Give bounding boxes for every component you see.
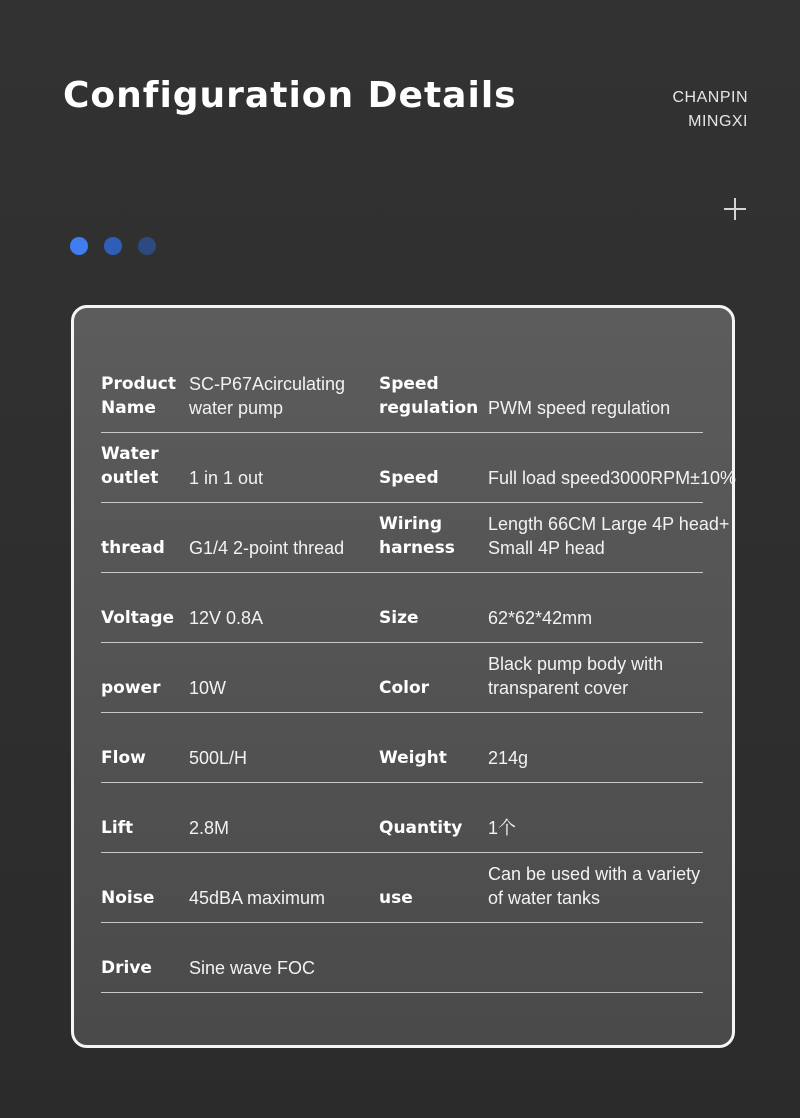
spec-label (379, 466, 485, 490)
spec-value-line: PWM speed regulation (488, 398, 671, 418)
spec-label-line: Speed (379, 374, 439, 394)
spec-value (189, 466, 369, 490)
spec-row (101, 362, 703, 433)
spec-label-line: use (379, 888, 413, 908)
spec-value (189, 746, 369, 770)
spec-value-line: Sine wave FOC (189, 958, 316, 978)
spec-row (101, 502, 730, 573)
pager-dots (70, 237, 156, 255)
spec-label (379, 816, 485, 840)
spec-label (101, 536, 187, 560)
section-subtitle (672, 86, 748, 134)
spec-label-line: Noise (101, 888, 155, 908)
spec-label-line: Color (379, 678, 430, 698)
spec-value-line: 214g (488, 748, 529, 768)
spec-value (189, 816, 369, 840)
spec-value (488, 606, 728, 630)
spec-label (379, 886, 485, 910)
spec-value-line: water pump (189, 398, 284, 418)
spec-value (488, 652, 728, 700)
spec-row (101, 712, 703, 783)
spec-label (379, 512, 485, 560)
spec-label (101, 886, 187, 910)
spec-row (101, 922, 703, 993)
spec-value (488, 862, 728, 910)
spec-value-line: Can be used with a variety (488, 864, 701, 884)
spec-label-line: Wiring (379, 514, 443, 534)
spec-label-line: Drive (101, 958, 152, 978)
spec-value-line: of water tanks (488, 888, 601, 908)
pager-dot[interactable] (138, 237, 156, 255)
spec-value-line: SC-P67Acirculating (189, 374, 346, 394)
pager-dot[interactable] (104, 237, 122, 255)
spec-row (101, 782, 703, 853)
spec-label-line: Product (101, 374, 176, 394)
spec-value-line: 62*62*42mm (488, 608, 593, 628)
spec-value (189, 536, 369, 560)
subtitle-line: MINGXI (688, 113, 748, 130)
spec-value-line: Black pump body with (488, 654, 664, 674)
spec-label-line: Water (101, 444, 159, 464)
spec-value-line: 1个 (488, 818, 517, 838)
spec-value (488, 512, 728, 560)
spec-label-line: Size (379, 608, 419, 628)
spec-label-line: harness (379, 538, 455, 558)
spec-value-line: 500L/H (189, 748, 248, 768)
spec-value-line: 45dBA maximum (189, 888, 326, 908)
spec-value (189, 372, 369, 420)
spec-label-line: Speed (379, 468, 439, 488)
spec-label (101, 816, 187, 840)
subtitle-line: CHANPIN (672, 89, 748, 106)
spec-value-line: 10W (189, 678, 227, 698)
spec-label-line: Flow (101, 748, 146, 768)
spec-value (189, 956, 369, 980)
spec-row (101, 432, 737, 503)
pager-dot[interactable] (70, 237, 88, 255)
spec-row (101, 572, 703, 643)
spec-value (189, 606, 369, 630)
spec-value-line: Small 4P head (488, 538, 605, 558)
spec-label (379, 372, 485, 420)
spec-label (101, 372, 187, 420)
spec-label-line: outlet (101, 468, 159, 488)
spec-value (189, 886, 369, 910)
spec-value-line: transparent cover (488, 678, 629, 698)
spec-label (101, 442, 187, 490)
spec-label (101, 956, 187, 980)
spec-value-line: 12V 0.8A (189, 608, 264, 628)
spec-label-line: Lift (101, 818, 134, 838)
spec-value-line: 2.8M (189, 818, 230, 838)
spec-row (101, 642, 703, 713)
spec-label (379, 606, 485, 630)
page-title: Configuration Details (63, 75, 517, 116)
spec-value (488, 816, 728, 840)
plus-icon[interactable] (724, 198, 746, 220)
spec-value (488, 746, 728, 770)
spec-value-line: G1/4 2-point thread (189, 538, 345, 558)
spec-label (101, 606, 187, 630)
spec-label-line: regulation (379, 398, 479, 418)
spec-value-line: 1 in 1 out (189, 468, 264, 488)
spec-value (488, 396, 728, 420)
spec-label (101, 746, 187, 770)
spec-label-line: power (101, 678, 161, 698)
spec-label (101, 676, 187, 700)
spec-row (101, 852, 703, 923)
spec-label-line: Name (101, 398, 156, 418)
spec-value (488, 466, 737, 490)
spec-label (379, 746, 485, 770)
spec-label-line: thread (101, 538, 165, 558)
spec-value-line: Length 66CM Large 4P head+ (488, 514, 730, 534)
spec-label-line: Voltage (101, 608, 175, 628)
spec-label-line: Quantity (379, 818, 463, 838)
spec-label-line: Weight (379, 748, 447, 768)
spec-value-line: Full load speed3000RPM±10% (488, 468, 737, 488)
spec-value (189, 676, 369, 700)
spec-label (379, 676, 485, 700)
